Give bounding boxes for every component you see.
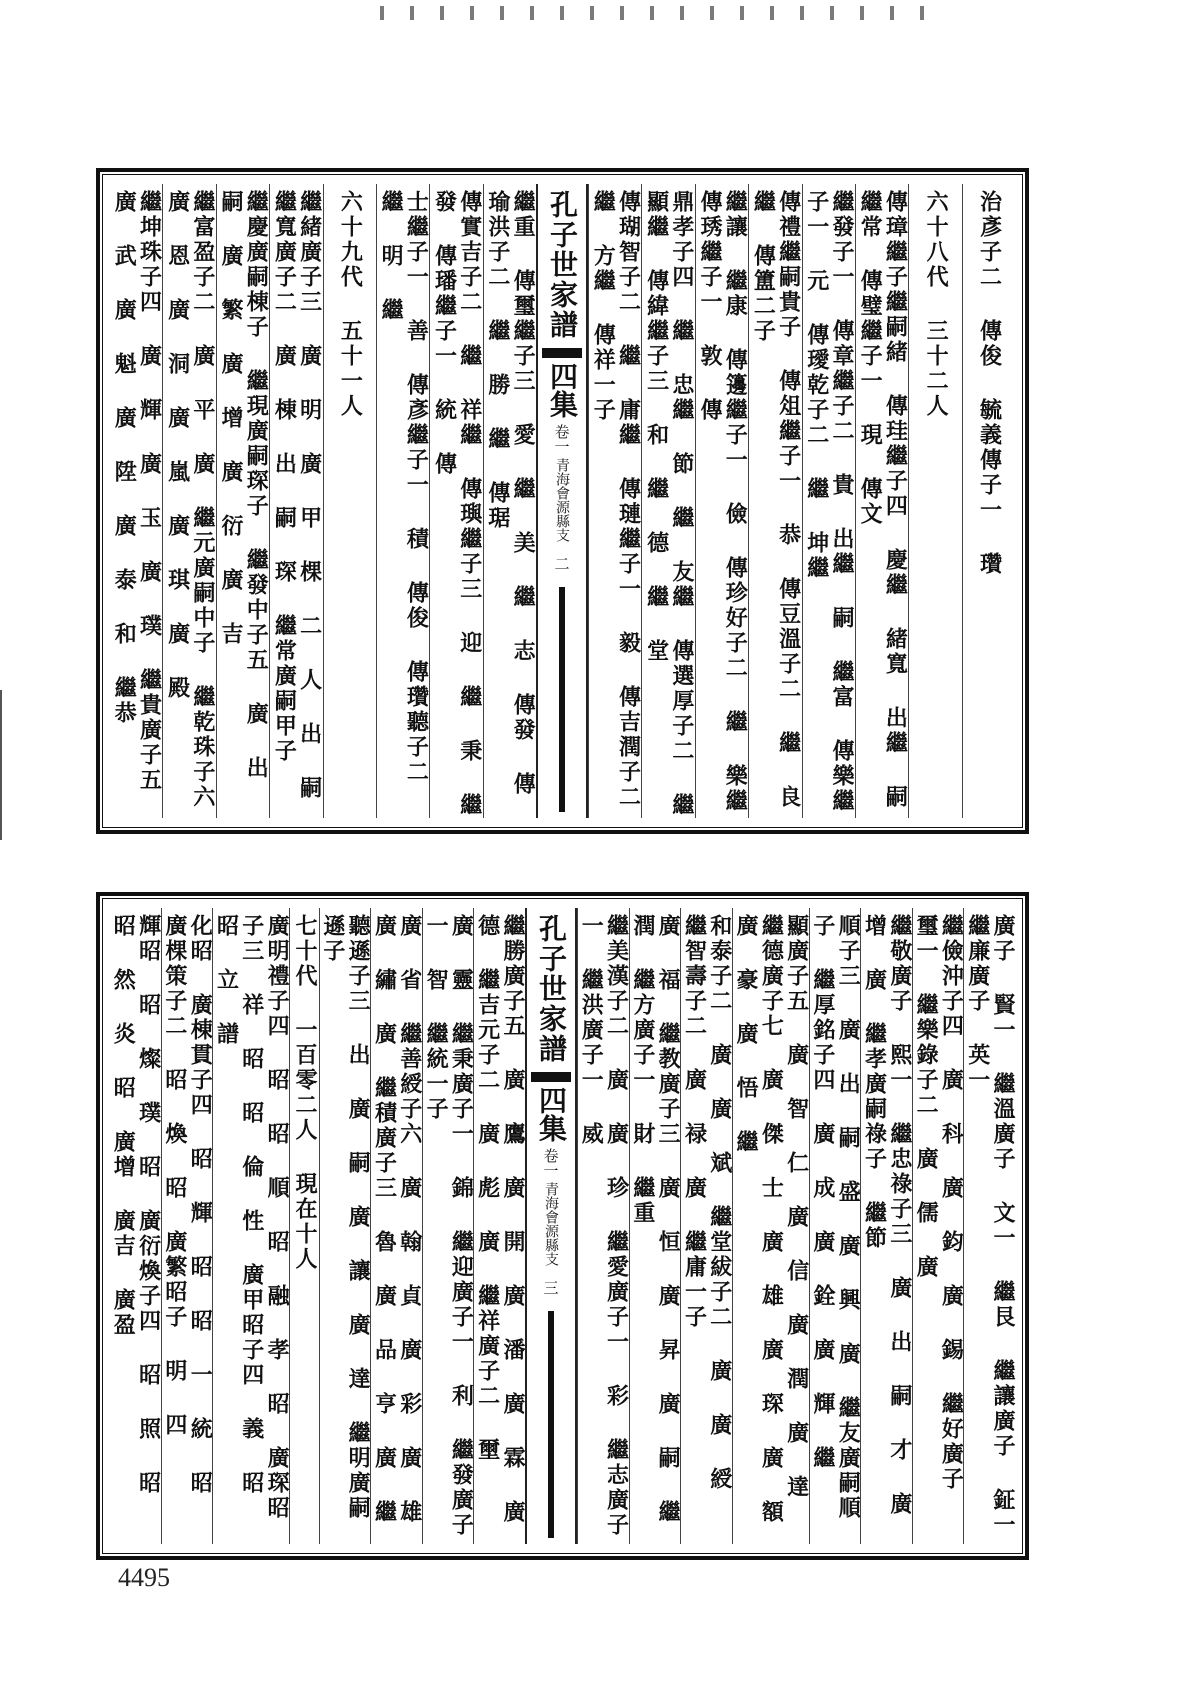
entry-column: 繼勝廣子五 廣 鷹 廣 開 廣 潘 廣 霖 廣 德 繼吉元子二 廣 彪 廣 繼祥廣子二 壐 [473, 908, 525, 1544]
generation-heading: 七十代 一百零二人 現在十人 [289, 908, 319, 1544]
collection-label: 四集 [542, 348, 582, 418]
entry-column: 傳瑚智子二 繼 庸繼 傳璉繼子一 毅 傳吉潤子二 繼 方繼 傳祥一子 [588, 184, 641, 818]
entry-column: 廣 靈 繼秉廣子一 錦 繼迎廣子一 利 繼發廣子一 智 繼統一子 [422, 908, 474, 1544]
entry-column: 繼儉沖子四 廣 科 廣 鈞 廣 錫 繼好廣子 璽一 繼樂錄子二 廣 儒 廣 [912, 908, 964, 1544]
entry-column: 廣 福 繼教廣子三 廣 恒 廣 昇 廣 嗣 繼潤 繼方廣子一 財 繼重 [629, 908, 681, 1544]
entry-column: 廣 省 繼善綬子六 廣 翰 貞 廣 彩 廣 雄 廣 繡 廣 繼積廣子三 魯 廣 品 亨 廣 繼 [370, 908, 422, 1544]
entry-column: 治彥子二 傳俊 毓義傳子一 瓚 [962, 184, 1015, 818]
entry-column: 傳禮繼嗣貴子 傳俎繼子一 恭 傳豆溫子二 繼 良繼 傳簠二子 [748, 184, 801, 818]
volume-label: 卷一 [541, 1148, 560, 1178]
generation-heading: 六十九代 五十一人 [323, 184, 376, 818]
entry-column: 繼美漢子二 廣 廣 珍 繼愛廣子一 彩 繼志廣子一 繼洪廣子一 威 [577, 908, 629, 1544]
entry-column: 繼讓 繼康 傳籩繼子一 儉 傳珍好子二 繼 樂繼 傳琇繼子一 敦 傳 [695, 184, 748, 818]
generation-heading: 六十八代 三十二人 [908, 184, 961, 818]
branch-label: 青海會源縣支 [542, 1182, 559, 1266]
entry-column: 繼敬廣子 熙一 繼忠祿子三 廣 出 嗣 才 廣 增 廣 繼孝廣嗣祿子 繼節 [860, 908, 912, 1544]
page-number: 4495 [118, 1563, 170, 1592]
branch-label: 青海會源縣支 [554, 458, 570, 542]
genealogy-panel-bottom [96, 892, 1029, 1560]
entry-column: 繼緒廣子三 廣 明 廣 甲 棵 二 人 出 嗣 繼寬廣子二 廣 棟 出 嗣 琛 繼常廣嗣甲子 [269, 184, 322, 818]
entry-column: 士繼子一 善 傳彥繼子一 積 傳俊 傳瓚聽子二 繼 明 繼 [376, 184, 429, 818]
entry-column: 繼坤珠子四 廣 輝 廣 玉 廣 璞 繼貴廣子五 廣 武 廣 魁 廣 陞 廣 泰 和 繼恭 [111, 190, 163, 793]
entry-column: 輝昭 昭 燦 璞 昭 廣衍煥子四 昭 照 昭 昭 然 炎 昭 廣增 廣吉 廣盈 [110, 914, 162, 1496]
folio-number: 三 [541, 1280, 560, 1295]
entry-column: 繼重 傳璽繼子三 愛 繼 美 繼 志 傳發 傳瑜洪子二 繼 勝 繼 傳琚 [483, 184, 536, 818]
entry-column: 和泰子二 廣 廣 斌 繼堂紱子二 廣 廣 綬 繼智壽子二 廣 禄 廣 繼庸一子 [680, 908, 732, 1544]
entry-column: 廣明禮子四 昭 昭 順 昭 融 孝 昭 廣琛昭子三 祥 昭 昭 倫 性 廣甲昭子四 義 昭 昭 立 譜 [212, 908, 289, 1544]
fishtail-rule [559, 587, 565, 812]
entry-column: 聽遜子三 出 廣 嗣 廣 讓 廣 達 繼明廣嗣遜子 [319, 908, 371, 1544]
book-title: 孔子世家譜 [546, 190, 579, 340]
scan-edge-mark [0, 690, 2, 840]
entry-column: 順子三 廣 出 嗣 盛 廣 興 廣 繼友廣嗣順子 繼厚銘子四 廣 成 廣 銓 廣 輝 繼 [809, 908, 861, 1544]
scan-artifact-top [380, 6, 940, 20]
fishtail-rule [548, 1311, 554, 1538]
entry-column: 廣子 賢一 繼溫廣子 文一 繼艮 繼讓廣子 鉦一 繼廉廣子 英一 [963, 908, 1015, 1544]
entry-column: 傳璋繼子繼嗣緒 傳珪繼子四 慶繼 緒寬 出繼 嗣 繼常 傳璧繼子一 現 傳文 [855, 184, 908, 818]
genealogy-panel-top [96, 168, 1029, 834]
volume-label: 卷一 [552, 424, 571, 454]
entry-column: 顯廣子五 廣 智 仁 廣 信 廣 潤 廣 達 繼德廣子七 廣 傑 士 廣 雄 廣 琛 廣 額 廣 豪 廣 悟 繼 [732, 908, 809, 1544]
entry-column: 繼慶廣嗣棟子 繼現廣嗣琛子 繼發中子五 廣 出 嗣 廣 繁 廣 增 廣 衍 廣 吉 [216, 184, 269, 818]
entry-column: 傳實吉子二 繼 祥繼 傳璵繼子三 迎 繼 秉 繼 發 傳璠繼子一 統 傳 [429, 184, 482, 818]
entry-column: 繼富盈子二 廣 平 廣 繼元廣嗣中子 繼乾珠子六 廣 恩 廣 洞 廣 嵐 廣 琪 廣 殿 [162, 184, 215, 818]
center-margin [525, 908, 577, 1544]
entry-column: 化昭 廣棟貫子四 昭 輝 昭 昭 一 統 昭 廣棵策子二 昭 煥 昭 廣繁昭子 明 四 [161, 908, 213, 1544]
entry-column: 繼發子一 傳章繼子二 貴 出繼 嗣 繼富 傳樂繼子一 元 傳璦乾子二 繼 坤繼 [802, 184, 855, 818]
collection-label: 四集 [531, 1072, 571, 1142]
center-margin [536, 184, 588, 818]
book-title: 孔子世家譜 [534, 914, 568, 1064]
entry-column: 鼎孝子四 繼 忠繼 節 繼 友繼 傳選厚子二 繼 顯繼 傳緯繼子三 和 繼 德 繼 堂 [641, 184, 694, 818]
folio-number: 二 [552, 556, 571, 571]
